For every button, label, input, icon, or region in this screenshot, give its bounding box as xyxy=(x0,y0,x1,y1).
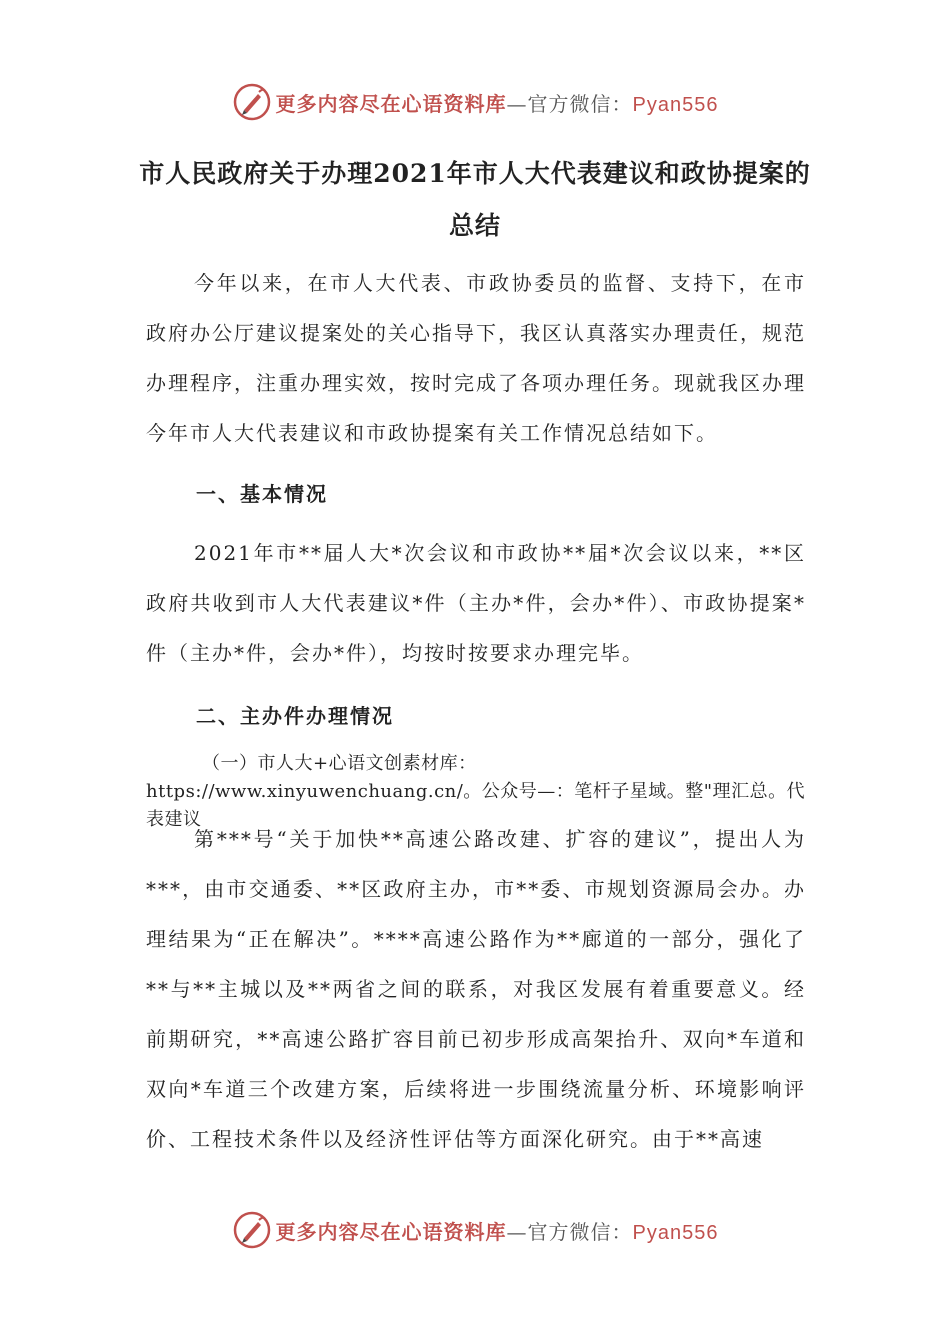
footer-banner xyxy=(0,1208,950,1252)
pen-logo-icon xyxy=(232,1210,272,1250)
section-heading-basic: 一、基本情况 xyxy=(196,482,328,506)
intro-paragraph: 今年以来，在市人大代表、市政协委员的监督、支持下，在市政府办公厅建议提案处的关心指导下，我区认真落实办理责任，规范办理程序，注重办理实效，按时完成了各项办理任务。现就我区办理今年市人大代表建议和市政协提案有关工作情况总结如下。 xyxy=(146,271,806,445)
banner-text: 更多内容尽在心语资料库—官方微信：Pyan556 xyxy=(275,1219,719,1244)
section-heading-main: 二、主办件办理情况 xyxy=(196,704,394,728)
header-banner xyxy=(0,80,950,124)
pen-logo-icon xyxy=(232,82,272,122)
basic-paragraph: 2021年市**届人大*次会议和市政协**届*次会议以来，**区政府共收到市人大代表建议*件（主办*件，会办*件）、市政协提案*件（主办*件，会办*件），均按时按要求办理完毕。 xyxy=(146,541,806,665)
detail-paragraph: 第***号“关于加快**高速公路改建、扩容的建议”，提出人为***，由市交通委、**区政府主办，市**委、市规划资源局会办。办理结果为“正在解决”。****高速公路作为**廊道的一部分，强化了**与**主城以及**两省之间的联系，对我区发展有着重要意义。经前期研究，**高速公路扩容目前已初步形成高架抬升、双向*车道和双向*车道三个改建方案，后续将进一步围绕流量分析、环境影响评价、工程技术条件以及经济性评估等方面深化研究。由于**高速 xyxy=(146,827,806,1151)
document-title: 市人民政府关于办理2021年市人大代表建议和政协提案的总结 xyxy=(139,159,811,240)
subsection-paragraph: （一）市人大+心语文创素材库：https://www.xinyuwenchuang.cn/。公众号—：笔杆子星域。整"理汇总。代表建议 xyxy=(146,753,806,830)
banner-text: 更多内容尽在心语资料库—官方微信：Pyan556 xyxy=(275,91,719,116)
